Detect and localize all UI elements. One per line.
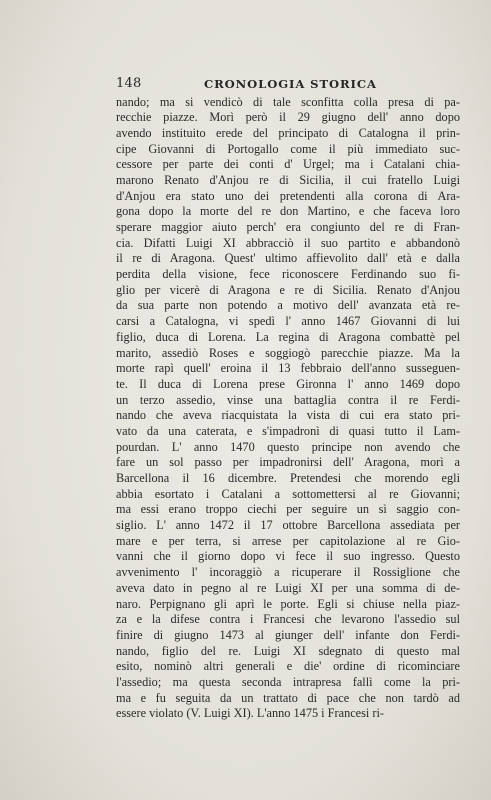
text-line: ma e fu seguita da un trattato di pace che non tardò ad — [116, 690, 460, 705]
text-line: naro. Perpignano gli aprì le porte. Egli si chiuse nella piaz- — [116, 596, 460, 611]
text-line: marono Renato d'Anjou re di Sicilia, il cui fratello Luigi — [116, 172, 460, 187]
text-line: te. Il duca di Lorena prese Gironna l' anno 1469 dopo — [116, 376, 460, 391]
text-line: recchie piazze. Morì però il 29 giugno dell' anno dopo — [116, 110, 460, 125]
text-line: da sua parte non potendo a motivo dell' avanzata età re- — [116, 298, 460, 313]
text-line: figlio, duca di Lorena. La regina di Aragona combattè pel — [116, 329, 460, 344]
text-line: nando, figlio del re. Luigi XI sdegnato di questo mal — [116, 643, 460, 658]
text-line: carsi a Catalogna, vi spedì l' anno 1467 Giovanni di lui — [116, 314, 460, 329]
text-line: pourdan. L' anno 1470 questo principe non avendo che — [116, 439, 460, 454]
text-line: abbia esortato i Catalani a sottomettersi al re Giovanni; — [116, 486, 460, 501]
body-text — [116, 95, 460, 723]
page-number: 148 — [116, 76, 142, 91]
text-line: cia. Difatti Luigi XI abbracciò il suo partito e abbandonò — [116, 235, 460, 250]
page-header — [116, 76, 377, 92]
text-line: perdita della visione, fece riconoscere Ferdinando suo fi- — [116, 267, 460, 282]
text-line: aveva dato in pegno al re Luigi XI per una somma di de- — [116, 580, 460, 595]
text-line: vato da una caterata, e s'impadronì di quasi tutto il Lam- — [116, 423, 460, 438]
text-line: fare un sol passo per impadronirsi dell' Aragona, morì a — [116, 455, 460, 470]
text-line: gona dopo la morte del re don Martino, e che faceva loro — [116, 204, 460, 219]
text-line: finire di giugno 1473 al giunger dell' infante don Ferdi- — [116, 627, 460, 642]
text-line: nando; ma si vendicò di tale sconfitta colla presa di pa- — [116, 94, 460, 109]
text-line: marito, assediò Roses e soggiogò parecchie piazze. Ma la — [116, 345, 460, 360]
text-line: Barcellona il 16 dicembre. Pretendesi che morendo egli — [116, 471, 460, 485]
text-line: cipe Giovanni di Portogallo come il più immediato suc- — [116, 141, 460, 156]
text-line: avvenimento l' incoraggiò a ricuperare il Rossiglione che — [116, 565, 460, 580]
text-line: mare e per terra, si arrese per capitolazione al re Gio- — [116, 533, 460, 548]
text-line: glio per vicerè di Aragona e re di Sicilia. Renato d'Anjou — [116, 282, 460, 297]
text-line: l'assedio; ma questa seconda intrapresa fallì come la pri- — [116, 674, 460, 689]
text-line: esito, nominò altri generali e die' ordine di ricominciare — [116, 659, 460, 674]
text-line: d'Anjou era stato uno dei pretendenti alla corona di Ara- — [116, 188, 460, 203]
text-line: nando che aveva riacquistata la vista di cui era stato pri- — [116, 408, 460, 423]
text-line: morte rapì quell' eroina il 13 febbraio dell'anno susseguen- — [116, 361, 460, 376]
text-line: un terzo assedio, vinse una battaglia contra il re Ferdi- — [116, 392, 460, 407]
text-line: siglio. L' anno 1472 il 17 ottobre Barcellona assediata per — [116, 518, 460, 533]
text-line: avendo instituito erede del principato di Catalogna il prin- — [116, 125, 460, 140]
text-line: sperare maggior aiuto perch' era congiunto del re di Fran- — [116, 220, 460, 234]
text-line: vanni che il giorno dopo vi fece il suo ingresso. Questo — [116, 549, 460, 564]
text-line: il re di Aragona. Quest' ultimo affievolito dall' età e dalla — [116, 251, 460, 266]
text-line: za e la difese contra i Francesi che levarono l'assedio sul — [116, 612, 460, 627]
text-line: ma essi erano troppo ciechi per seguire un sì saggio con- — [116, 502, 460, 517]
running-title: CRONOLOGIA STORICA — [204, 77, 377, 91]
text-line: cessore per parte dei conti d' Urgel; ma i Catalani chia- — [116, 157, 460, 172]
text-line: essere violato (V. Luigi XI). L'anno 1475 i Francesi ri- — [116, 706, 385, 721]
